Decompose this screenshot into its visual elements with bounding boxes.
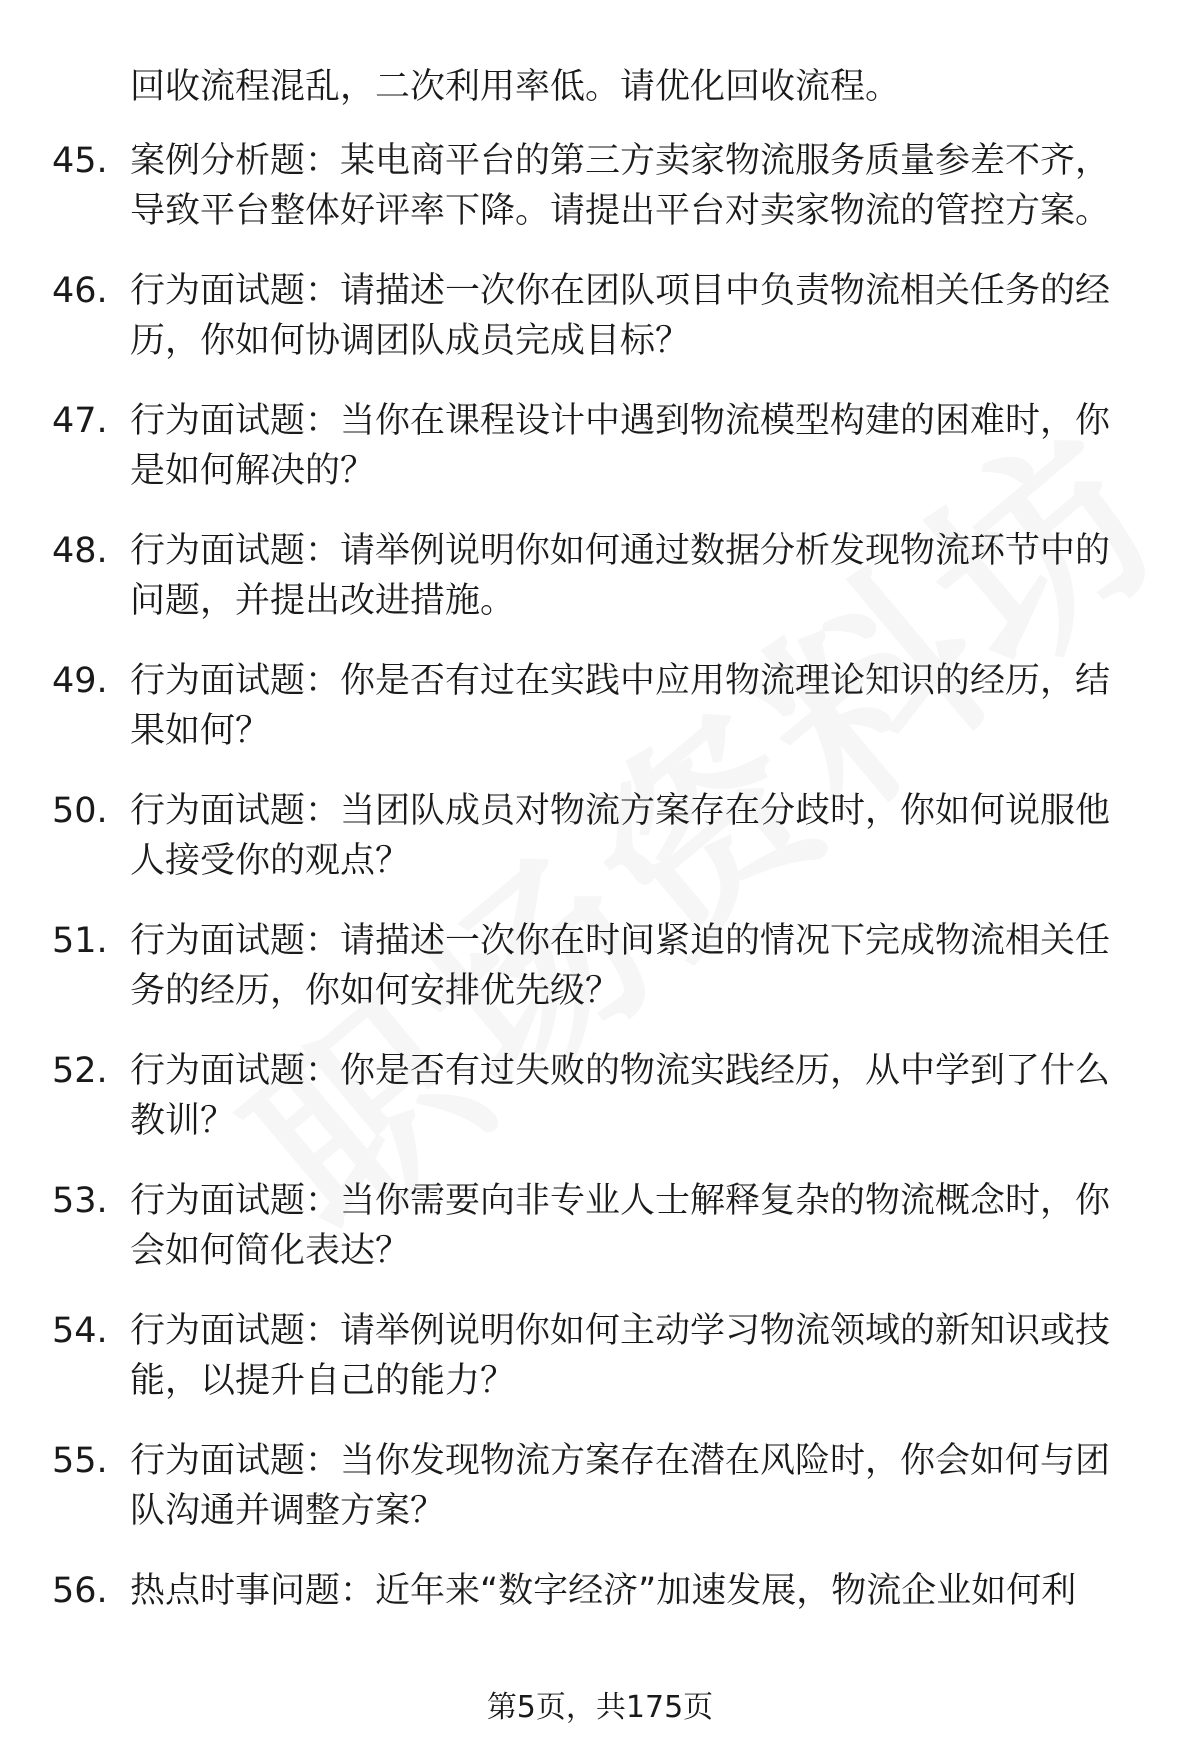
question-text — [130, 396, 1140, 496]
question-line: 行为面试题：你是否有过失败的物流实践经历，从中学到了什么 — [130, 1051, 1111, 1091]
question-line: 行为面试题：你是否有过在实践中应用物流理论知识的经历，结 — [130, 661, 1111, 701]
question-line: 行为面试题：请描述一次你在团队项目中负责物流相关任务的经 — [130, 271, 1111, 311]
question-text — [130, 916, 1140, 1016]
question-line: 行为面试题：请描述一次你在时间紧迫的情况下完成物流相关任 — [130, 921, 1111, 961]
question-line: 是如何解决的？ — [130, 451, 376, 491]
question-line: 果如何？ — [130, 711, 271, 751]
question-number: 49. — [52, 661, 108, 701]
question-text — [130, 1306, 1140, 1406]
question-text — [130, 1566, 1140, 1616]
question-text — [130, 1436, 1140, 1536]
question-number: 47. — [52, 401, 108, 441]
question-text — [130, 136, 1140, 236]
question-number: 51. — [52, 921, 108, 961]
question-number: 50. — [52, 791, 108, 831]
page-footer: 第5页，共175页 — [486, 1690, 714, 1725]
question-text — [130, 1176, 1140, 1276]
question-number: 56. — [52, 1571, 108, 1611]
question-number: 45. — [52, 141, 108, 181]
question-line: 导致平台整体好评率下降。请提出平台对卖家物流的管控方案。 — [130, 191, 1111, 231]
question-text — [130, 786, 1140, 886]
question-line: 热点时事问题：近年来“数字经济”加速发展，物流企业如何利 — [130, 1571, 1077, 1611]
question-text — [130, 266, 1140, 366]
question-text — [130, 1046, 1140, 1146]
question-text — [130, 656, 1140, 756]
continuation-line: 回收流程混乱，二次利用率低。请优化回收流程。 — [130, 67, 901, 107]
question-line: 历，你如何协调团队成员完成目标？ — [130, 321, 691, 361]
question-line: 人接受你的观点？ — [130, 841, 411, 881]
question-line: 案例分析题：某电商平台的第三方卖家物流服务质量参差不齐， — [130, 141, 1111, 181]
question-line: 行为面试题：当你需要向非专业人士解释复杂的物流概念时，你 — [130, 1181, 1111, 1221]
question-line: 行为面试题：当团队成员对物流方案存在分歧时，你如何说服他 — [130, 791, 1111, 831]
question-line: 教训？ — [130, 1101, 236, 1141]
question-number: 53. — [52, 1181, 108, 1221]
question-line: 行为面试题：当你在课程设计中遇到物流模型构建的困难时，你 — [130, 401, 1111, 441]
question-line: 问题，并提出改进措施。 — [130, 581, 516, 621]
question-line: 能，以提升自己的能力？ — [130, 1361, 516, 1401]
question-number: 55. — [52, 1441, 108, 1481]
question-number: 48. — [52, 531, 108, 571]
question-line: 行为面试题：请举例说明你如何主动学习物流领域的新知识或技 — [130, 1311, 1111, 1351]
question-number: 54. — [52, 1311, 108, 1351]
question-line: 行为面试题：当你发现物流方案存在潜在风险时，你会如何与团 — [130, 1441, 1111, 1481]
question-line: 务的经历，你如何安排优先级？ — [130, 971, 621, 1011]
question-line: 队沟通并调整方案？ — [130, 1491, 446, 1531]
question-number: 52. — [52, 1051, 108, 1091]
question-line: 会如何简化表达？ — [130, 1231, 411, 1271]
question-text — [130, 526, 1140, 626]
question-number: 46. — [52, 271, 108, 311]
question-line: 行为面试题：请举例说明你如何通过数据分析发现物流环节中的 — [130, 531, 1111, 571]
